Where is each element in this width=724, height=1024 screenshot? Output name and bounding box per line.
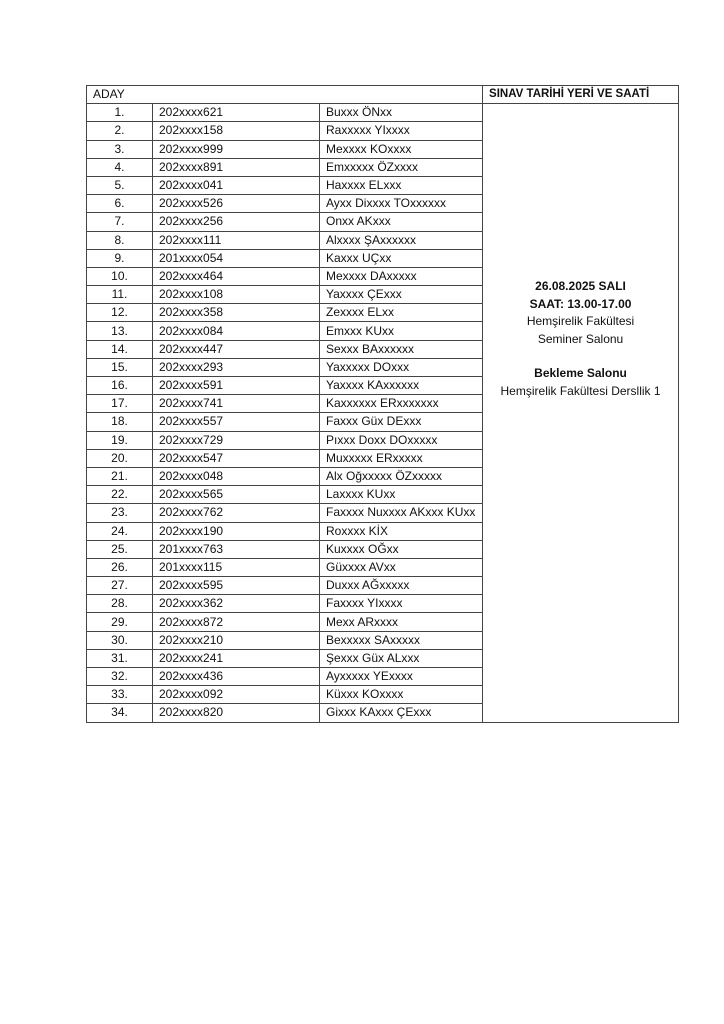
student-id: 202xxxx447 xyxy=(153,340,320,358)
student-id: 202xxxx591 xyxy=(153,377,320,395)
row-number: 23. xyxy=(87,504,153,522)
student-name: Emxxx KUxx xyxy=(320,322,483,340)
row-number: 21. xyxy=(87,467,153,485)
row-number: 30. xyxy=(87,631,153,649)
row-number: 20. xyxy=(87,449,153,467)
row-number: 24. xyxy=(87,522,153,540)
student-id: 202xxxx557 xyxy=(153,413,320,431)
spacer xyxy=(489,348,672,365)
row-number: 17. xyxy=(87,395,153,413)
student-id: 202xxxx158 xyxy=(153,122,320,140)
student-id: 202xxxx547 xyxy=(153,449,320,467)
student-name: Raxxxxx YIxxxx xyxy=(320,122,483,140)
student-name: Pıxxx Doxx DOxxxxx xyxy=(320,431,483,449)
row-number: 1. xyxy=(87,104,153,122)
student-name: Emxxxxx ÖZxxxx xyxy=(320,158,483,176)
student-id: 202xxxx108 xyxy=(153,286,320,304)
student-name: Küxxx KOxxxx xyxy=(320,686,483,704)
student-id: 202xxxx464 xyxy=(153,267,320,285)
exam-info-block xyxy=(489,278,672,400)
exam-info-cell xyxy=(483,104,679,722)
student-id: 202xxxx891 xyxy=(153,158,320,176)
student-name: Roxxxx KİX xyxy=(320,522,483,540)
row-number: 29. xyxy=(87,613,153,631)
student-id: 202xxxx358 xyxy=(153,304,320,322)
student-id: 202xxxx436 xyxy=(153,668,320,686)
row-number: 13. xyxy=(87,322,153,340)
student-name: Bexxxxx SAxxxxx xyxy=(320,631,483,649)
row-number: 34. xyxy=(87,704,153,722)
row-number: 6. xyxy=(87,195,153,213)
student-name: Onxx AKxxx xyxy=(320,213,483,231)
student-id: 202xxxx362 xyxy=(153,595,320,613)
candidate-header: ADAY xyxy=(87,86,483,104)
row-number: 5. xyxy=(87,176,153,194)
student-id: 202xxxx256 xyxy=(153,213,320,231)
student-id: 202xxxx111 xyxy=(153,231,320,249)
student-name: Laxxxx KUxx xyxy=(320,486,483,504)
student-id: 201xxxx763 xyxy=(153,540,320,558)
row-number: 8. xyxy=(87,231,153,249)
row-number: 18. xyxy=(87,413,153,431)
header-row xyxy=(87,86,679,104)
student-name: Kaxxxxxx ERxxxxxxx xyxy=(320,395,483,413)
student-name: Sexxx BAxxxxxx xyxy=(320,340,483,358)
student-name: Haxxxx ELxxx xyxy=(320,176,483,194)
student-name: Alxxxx ŞAxxxxxx xyxy=(320,231,483,249)
student-id: 201xxxx054 xyxy=(153,249,320,267)
student-id: 202xxxx621 xyxy=(153,104,320,122)
student-id: 202xxxx762 xyxy=(153,504,320,522)
student-name: Mexx ARxxxx xyxy=(320,613,483,631)
row-number: 26. xyxy=(87,558,153,576)
student-name: Muxxxxx ERxxxxx xyxy=(320,449,483,467)
row-number: 22. xyxy=(87,486,153,504)
row-number: 31. xyxy=(87,649,153,667)
table-row xyxy=(87,104,679,122)
waiting-room-location: Hemşirelik Fakültesi Dersllik 1 xyxy=(500,383,661,398)
student-name: Mexxxx DAxxxxx xyxy=(320,267,483,285)
row-number: 28. xyxy=(87,595,153,613)
row-number: 19. xyxy=(87,431,153,449)
student-name: Zexxxx ELxx xyxy=(320,304,483,322)
roster-body xyxy=(87,86,679,723)
exam-roster-table xyxy=(86,85,679,723)
row-number: 3. xyxy=(87,140,153,158)
student-name: Gixxx KAxxx ÇExxx xyxy=(320,704,483,722)
student-name: Yaxxxx ÇExxx xyxy=(320,286,483,304)
row-number: 12. xyxy=(87,304,153,322)
student-id: 202xxxx872 xyxy=(153,613,320,631)
row-number: 14. xyxy=(87,340,153,358)
student-name: Faxxxx Nuxxxx AKxxx KUxx xyxy=(320,504,483,522)
row-number: 9. xyxy=(87,249,153,267)
student-name: Kuxxxx OĞxx xyxy=(320,540,483,558)
student-id: 202xxxx999 xyxy=(153,140,320,158)
exam-location-line2: Seminer Salonu xyxy=(537,331,624,346)
row-number: 2. xyxy=(87,122,153,140)
student-name: Faxxx Güx DExxx xyxy=(320,413,483,431)
row-number: 10. xyxy=(87,267,153,285)
row-number: 15. xyxy=(87,358,153,376)
exam-location-line1: Hemşirelik Fakültesi xyxy=(526,314,635,329)
student-id: 202xxxx241 xyxy=(153,649,320,667)
row-number: 33. xyxy=(87,686,153,704)
student-name: Duxxx AĞxxxxx xyxy=(320,577,483,595)
student-id: 202xxxx041 xyxy=(153,176,320,194)
student-name: Yaxxxxx DOxxx xyxy=(320,358,483,376)
row-number: 11. xyxy=(87,286,153,304)
student-id: 202xxxx820 xyxy=(153,704,320,722)
row-number: 27. xyxy=(87,577,153,595)
row-number: 16. xyxy=(87,377,153,395)
student-name: Faxxxx YIxxxx xyxy=(320,595,483,613)
student-name: Ayxxxxx YExxxx xyxy=(320,668,483,686)
student-id: 202xxxx293 xyxy=(153,358,320,376)
exam-time: SAAT: 13.00-17.00 xyxy=(529,296,632,311)
student-name: Buxxx ÖNxx xyxy=(320,104,483,122)
exam-date: 26.08.2025 SALI xyxy=(535,279,626,294)
row-number: 32. xyxy=(87,668,153,686)
student-name: Yaxxxx KAxxxxxx xyxy=(320,377,483,395)
student-name: Mexxxx KOxxxx xyxy=(320,140,483,158)
student-name: Alx Oğxxxxx ÖZxxxxx xyxy=(320,467,483,485)
student-name: Ayxx Dixxxx TOxxxxxx xyxy=(320,195,483,213)
student-id: 202xxxx190 xyxy=(153,522,320,540)
student-name: Güxxxx AVxx xyxy=(320,558,483,576)
student-id: 202xxxx048 xyxy=(153,467,320,485)
student-id: 202xxxx565 xyxy=(153,486,320,504)
row-number: 7. xyxy=(87,213,153,231)
student-name: Kaxxx UÇxx xyxy=(320,249,483,267)
row-number: 4. xyxy=(87,158,153,176)
student-id: 201xxxx115 xyxy=(153,558,320,576)
row-number: 25. xyxy=(87,540,153,558)
student-id: 202xxxx729 xyxy=(153,431,320,449)
student-id: 202xxxx741 xyxy=(153,395,320,413)
student-id: 202xxxx084 xyxy=(153,322,320,340)
waiting-room-title: Bekleme Salonu xyxy=(534,366,627,381)
student-id: 202xxxx210 xyxy=(153,631,320,649)
student-name: Şexxx Güx ALxxx xyxy=(320,649,483,667)
exam-info-header: SINAV TARİHİ YERİ VE SAATİ xyxy=(483,86,679,104)
student-id: 202xxxx526 xyxy=(153,195,320,213)
student-id: 202xxxx092 xyxy=(153,686,320,704)
student-id: 202xxxx595 xyxy=(153,577,320,595)
